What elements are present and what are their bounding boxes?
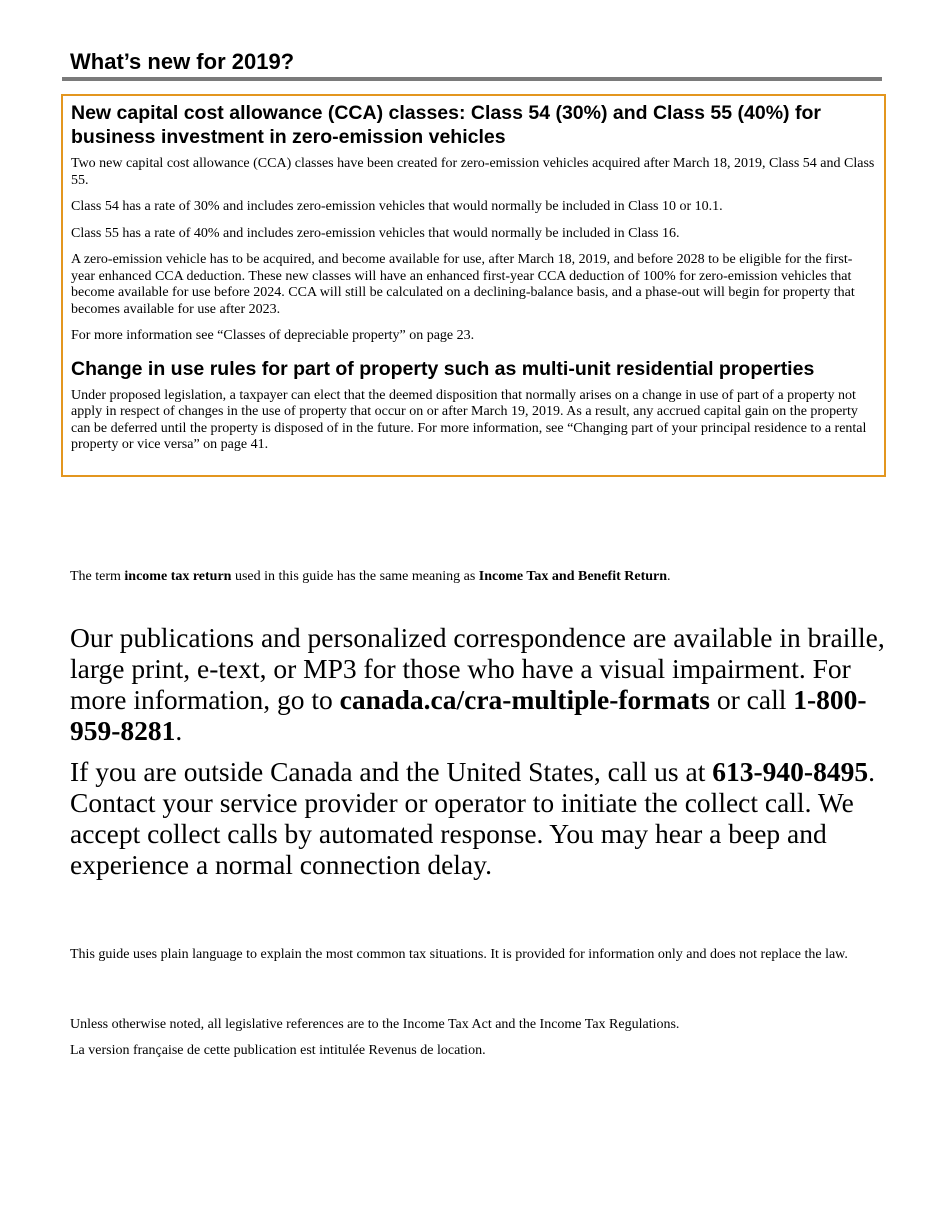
term-text: used in this guide has the same meaning as (231, 569, 479, 584)
term-definition (70, 568, 890, 586)
outside-text: . Contact your service provider or operator to initiate the collect call. We accept collect calls by automated response. You may hear a beep and experience a normal connection delay. (70, 756, 875, 880)
cca-paragraph: A zero-emission vehicle has to be acquired, and become available for use, after March 18, 2019, and before 2028 to be eligible for the first-year enhanced CCA deduction. These new classes will have an enhanced first-year CCA deduction of 100% for zero-emission vehicles that become available for use before 2024. CCA will still be calculated on a declining-balance basis, and a phase-out will begin for property that becomes available for use after 2023. (71, 252, 855, 317)
change-in-use-paragraph: Under proposed legislation, a taxpayer can elect that the deemed disposition that normally arises on a change in use of part of a property not apply in respect of changes in the use of property that occur on or after March 19, 2019. As a result, any accrued capital gain on the property can be deferred until the property is disposed of in the future. For more information, see “Changing part of your principal residence to a rental property or vice versa” on page 41. (71, 387, 867, 452)
term-bold: Income Tax and Benefit Return (478, 569, 668, 584)
french-version-note: La version française de cette publication est intitulée Revenus de location. (70, 1043, 486, 1058)
page-title: What’s new for 2019? (70, 49, 295, 74)
cca-paragraph: Class 54 has a rate of 30% and includes zero-emission vehicles that would normally be included in Class 10 or 10.1. (71, 199, 723, 214)
cca-paragraph: Two new capital cost allowance (CCA) classes have been created for zero-emission vehicles acquired after March 18, 2019, Class 54 and Class 55. (71, 156, 875, 188)
cca-paragraph: Class 55 has a rate of 40% and includes zero-emission vehicles that would normally be included in Class 16. (71, 225, 680, 241)
formats-link[interactable]: canada.ca/cra-multiple-formats (339, 684, 711, 715)
outside-canada-notice (70, 756, 890, 880)
cca-paragraph: For more information see “Classes of depreciable property” on page 23. (71, 328, 475, 343)
cca-heading: New capital cost allowance (CCA) classes: Class 54 (30%) and Class 55 (40%) for business investment in zero-emission vehicles (71, 102, 821, 148)
term-text: The term (70, 569, 125, 584)
term-text: . (667, 569, 671, 584)
formats-text: Our publications and personalized correspondence are available in braille, large print, e-text, or MP3 for those who have a visual impairment. For more information, go to (70, 622, 885, 715)
legislative-note: Unless otherwise noted, all legislative references are to the Income Tax Act and the Income Tax Regulations. (70, 1017, 680, 1032)
term-bold: income tax return (124, 569, 232, 584)
title-rule (62, 77, 882, 81)
formats-phone: 1-800-959-8281 (70, 684, 867, 746)
plain-language-note: This guide uses plain language to explain the most common tax situations. It is provided for information only and does not replace the law. (70, 947, 848, 962)
formats-text: or call (710, 684, 794, 715)
outside-text: If you are outside Canada and the United States, call us at (70, 756, 713, 787)
formats-text: . (175, 715, 183, 746)
outside-phone: 613-940-8495 (712, 756, 869, 787)
whats-new-box (61, 94, 886, 477)
accessible-formats-notice (70, 622, 890, 746)
change-in-use-heading: Change in use rules for part of property such as multi-unit residential properties (71, 357, 815, 380)
